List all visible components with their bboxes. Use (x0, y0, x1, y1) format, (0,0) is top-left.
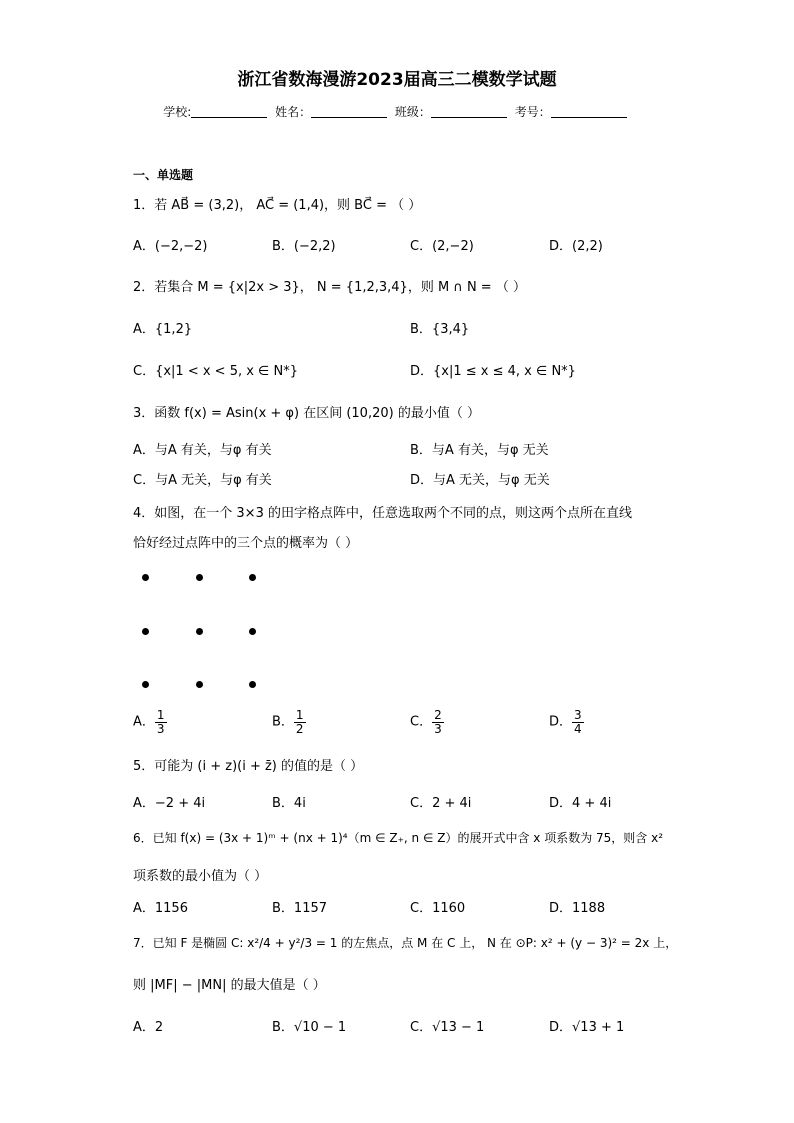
question-6-stem-line1: 6．已知 f(x) = (3x + 1)ᵐ + (nx + 1)⁴（m ∈ Z₊, n ∈ Z）的展开式中含 x 项系数为 75，则含 x² (133, 831, 664, 845)
q5-option-a: A．−2 + 4i (133, 796, 206, 811)
grid-dot (142, 628, 149, 635)
q7-option-a: A．2 (133, 1020, 164, 1035)
q2-option-b: B．{3,4} (410, 322, 470, 337)
q4-option-d: D． $\frac{3}{4}$ (549, 708, 582, 736)
school-label: 学校: (163, 105, 192, 119)
q3-option-b: B．与A 有关，与φ 无关 (410, 443, 549, 458)
q1-option-c: C．(2,−2) (410, 239, 474, 254)
name-label: 姓名： (275, 105, 312, 119)
exam-no-blank (551, 105, 627, 118)
q7-option-c: C．√13 − 1 (410, 1020, 485, 1035)
grid-dot (196, 681, 203, 688)
q5-option-c: C．2 + 4i (410, 796, 472, 811)
q3-option-c: C．与A 无关，与φ 有关 (133, 473, 272, 488)
question-1-stem: 1．若 AB⃗ = (3,2)， AC⃗ = (1,4)，则 BC⃗ = （ ） (133, 198, 422, 213)
q4-option-a: A． $\frac{1}{3}$ (133, 708, 165, 736)
grid-dot (196, 628, 203, 635)
q2-option-c: C．{x|1 < x < 5, x ∈ N*} (133, 364, 299, 379)
q3-option-a: A．与A 有关，与φ 有关 (133, 443, 272, 458)
q5-option-d: D．4 + 4i (549, 796, 612, 811)
grid-dot (249, 628, 256, 635)
exam-no-label: 考号： (514, 105, 551, 119)
q1-option-a: A．(−2,−2) (133, 239, 208, 254)
q7-option-b: B．√10 − 1 (272, 1020, 347, 1035)
question-4-stem-line2: 恰好经过点阵中的三个点的概率为（ ） (133, 536, 359, 551)
class-blank (431, 105, 507, 118)
question-4-stem-line1: 4．如图，在一个 3×3 的田字格点阵中，任意选取两个不同的点，则这两个点所在直线 (133, 506, 632, 521)
name-blank (311, 105, 387, 118)
page-title: 浙江省数海漫游2023届高三二模数学试题 (237, 70, 557, 90)
question-3-stem: 3．函数 f(x) = Asin(x + φ) 在区间 (10,20) 的最小值（ ） (133, 406, 480, 421)
q4-option-b: B． $\frac{1}{2}$ (272, 708, 304, 736)
question-7-stem-line2: 则 |MF| − |MN| 的最大值是（ ） (133, 978, 326, 993)
class-label: 班级： (394, 105, 431, 119)
grid-dot (142, 574, 149, 581)
question-7-stem-line1: 7．已知 F 是椭圆 C: x²/4 + y²/3 = 1 的左焦点，点 M 在 C 上， N 在 ⊙P: x² + (y − 3)² = 2x 上， (133, 936, 678, 950)
q6-option-d: D．1188 (549, 901, 606, 916)
school-blank (191, 105, 267, 118)
q3-option-d: D．与A 无关，与φ 无关 (410, 473, 550, 488)
question-2-stem: 2．若集合 M = {x|2x > 3}， N = {1,2,3,4}，则 M ∩ N = （ ） (133, 280, 526, 295)
q6-option-a: A．1156 (133, 901, 188, 916)
q2-option-a: A．{1,2} (133, 322, 193, 337)
section-title: 一、单选题 (133, 168, 194, 182)
grid-dot (249, 574, 256, 581)
student-info-line (0, 105, 794, 118)
q6-option-b: B．1157 (272, 901, 328, 916)
q6-option-c: C．1160 (410, 901, 466, 916)
q5-option-b: B．4i (272, 796, 306, 811)
question-5-stem: 5．可能为 (i + z)(i + z̄) 的值的是（ ） (133, 759, 364, 774)
grid-dot (196, 574, 203, 581)
q1-option-d: D．(2,2) (549, 239, 603, 254)
question-6-stem-line2: 项系数的最小值为（ ） (133, 869, 268, 884)
q7-option-d: D．√13 + 1 (549, 1020, 625, 1035)
q2-option-d: D．{x|1 ≤ x ≤ 4, x ∈ N*} (410, 364, 576, 379)
q1-option-b: B．(−2,2) (272, 239, 336, 254)
grid-dot (249, 681, 256, 688)
q4-option-c: C． $\frac{2}{3}$ (410, 708, 442, 736)
grid-dot (142, 681, 149, 688)
